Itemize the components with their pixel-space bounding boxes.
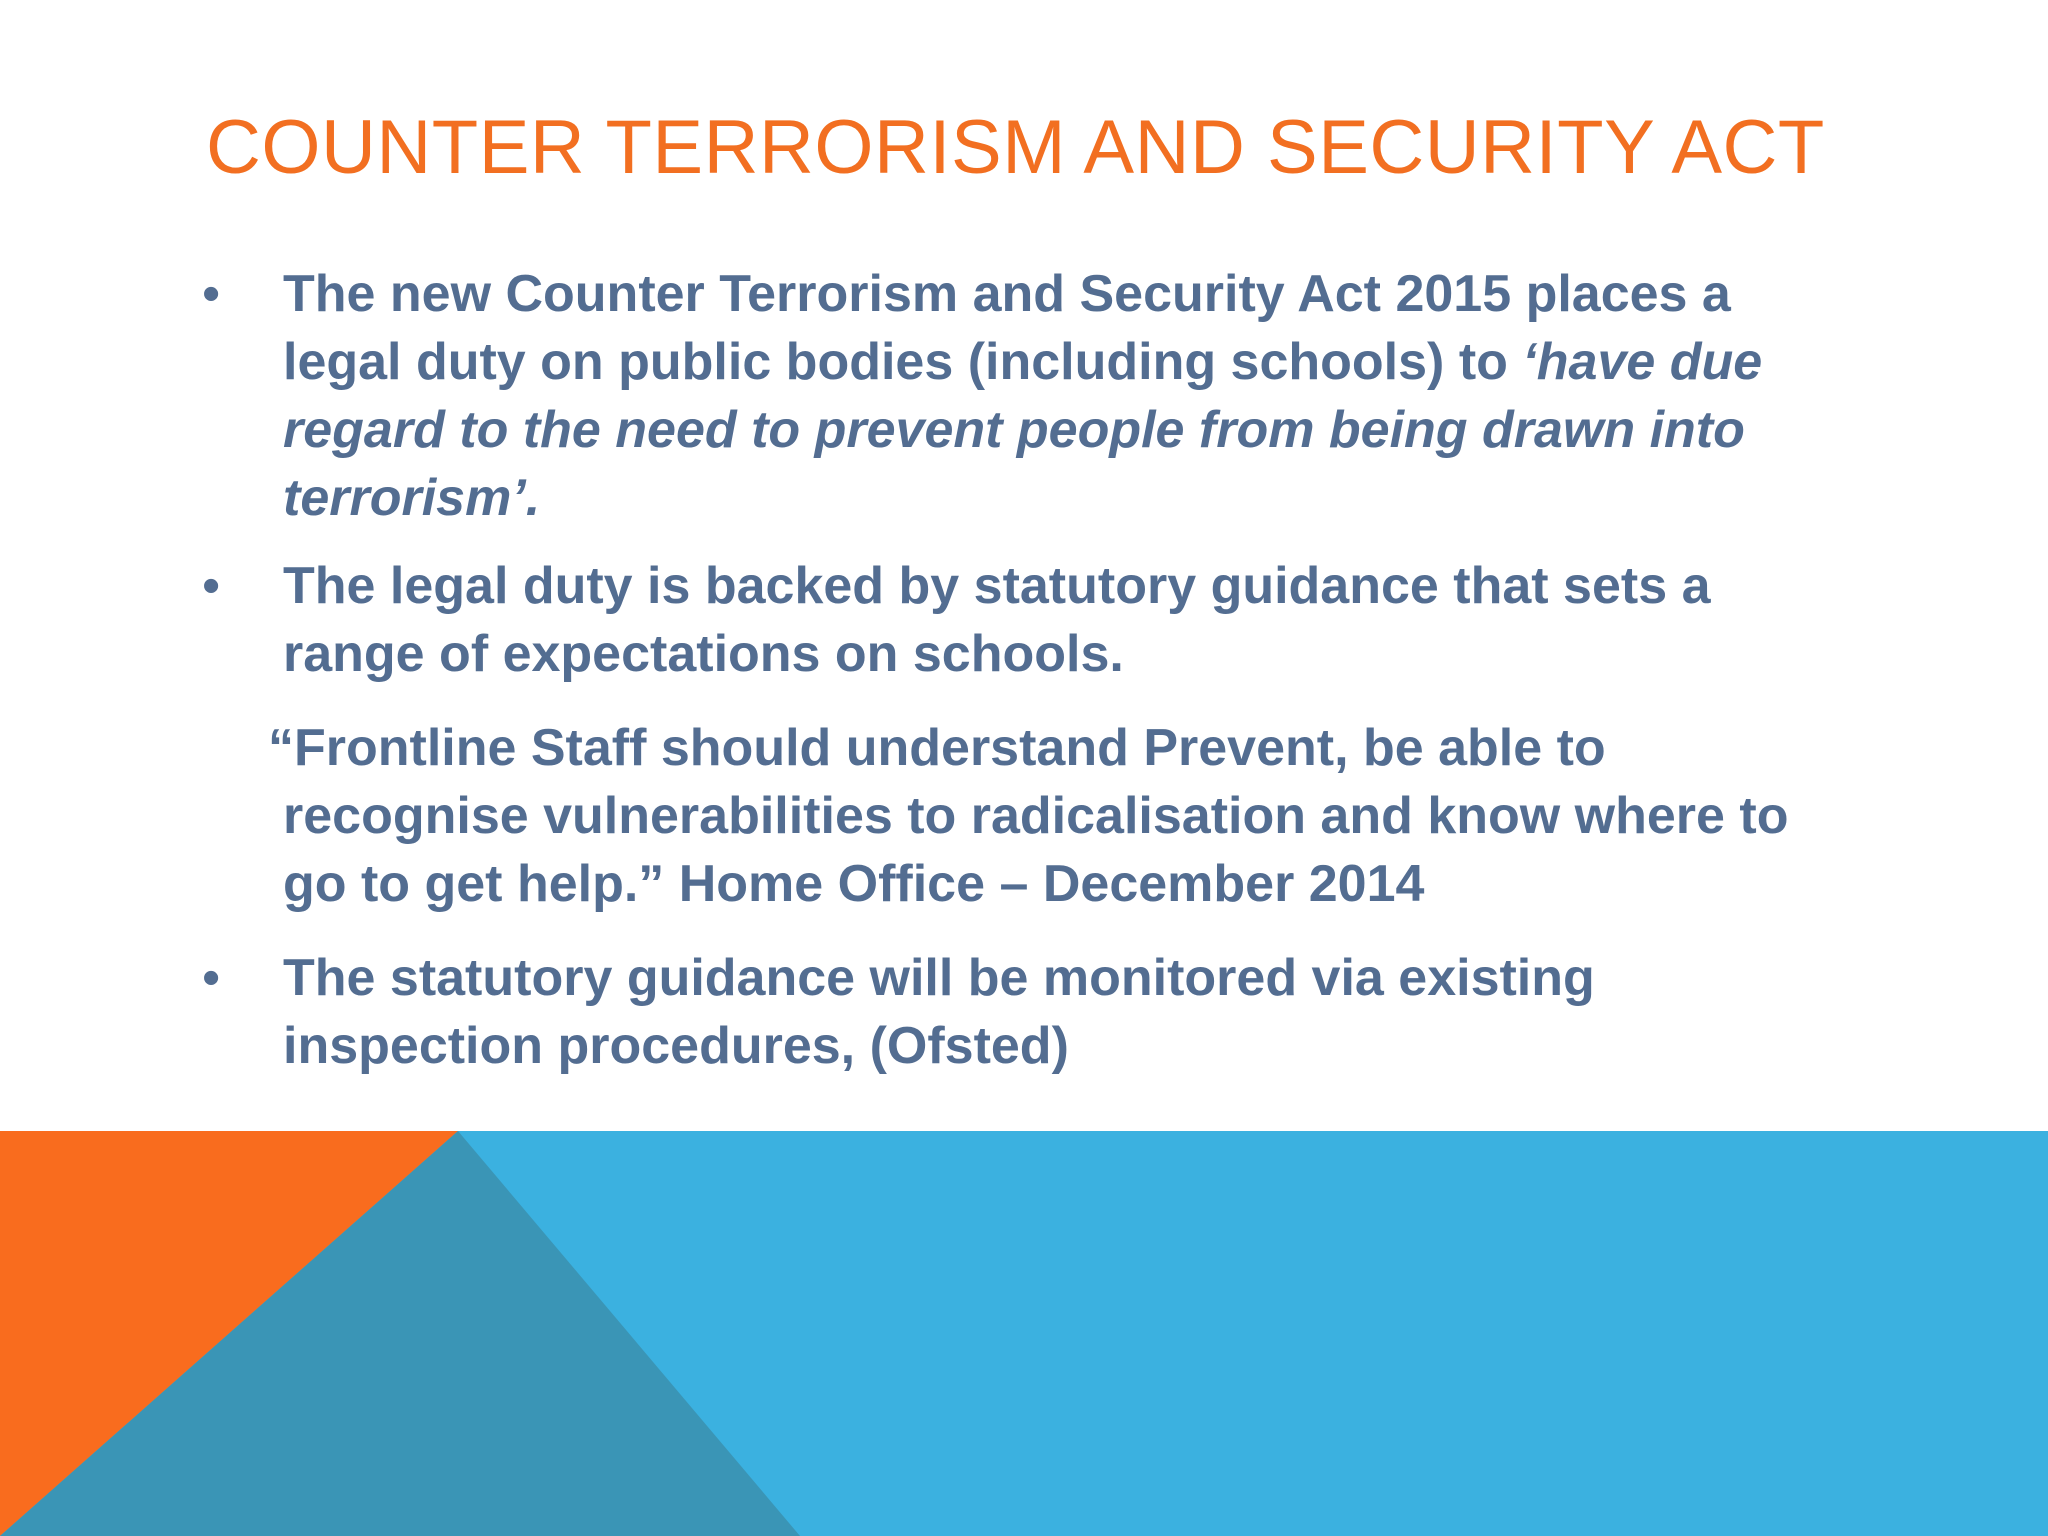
bullet-item bbox=[0, 552, 1783, 688]
decorative-footer bbox=[0, 1131, 2048, 1536]
footer-shapes bbox=[0, 1131, 2048, 1536]
bullet-text: The statutory guidance will be monitored via existing inspection procedures, (Ofsted) bbox=[283, 949, 1595, 1075]
bullet-item bbox=[0, 260, 1783, 532]
bullet-marker: • bbox=[202, 557, 221, 615]
bullet-text: The new Counter Terrorism and Security Act 2015 places a legal duty on public bodies (including schools) to bbox=[283, 265, 1731, 391]
bullet-marker: • bbox=[202, 949, 221, 1007]
bullet-text-emphasis: ‘have due regard to the need to prevent people from being drawn into terrorism’. bbox=[283, 333, 1763, 527]
quote-continuation: recognise vulnerabilities to radicalisation and know where to go to get help.” Home Office – December 2014 bbox=[283, 787, 1789, 913]
home-office-quote bbox=[0, 714, 1828, 918]
slide-body bbox=[0, 260, 2048, 1080]
bullet-item bbox=[0, 944, 1783, 1080]
quote-first-line: “Frontline Staff should understand Prevent, be able to bbox=[268, 719, 1606, 777]
bullet-marker: • bbox=[202, 265, 221, 323]
slide-title: COUNTER TERRORISM AND SECURITY ACT bbox=[206, 105, 1825, 190]
bullet-text: The legal duty is backed by statutory guidance that sets a range of expectations on schools. bbox=[283, 557, 1711, 683]
